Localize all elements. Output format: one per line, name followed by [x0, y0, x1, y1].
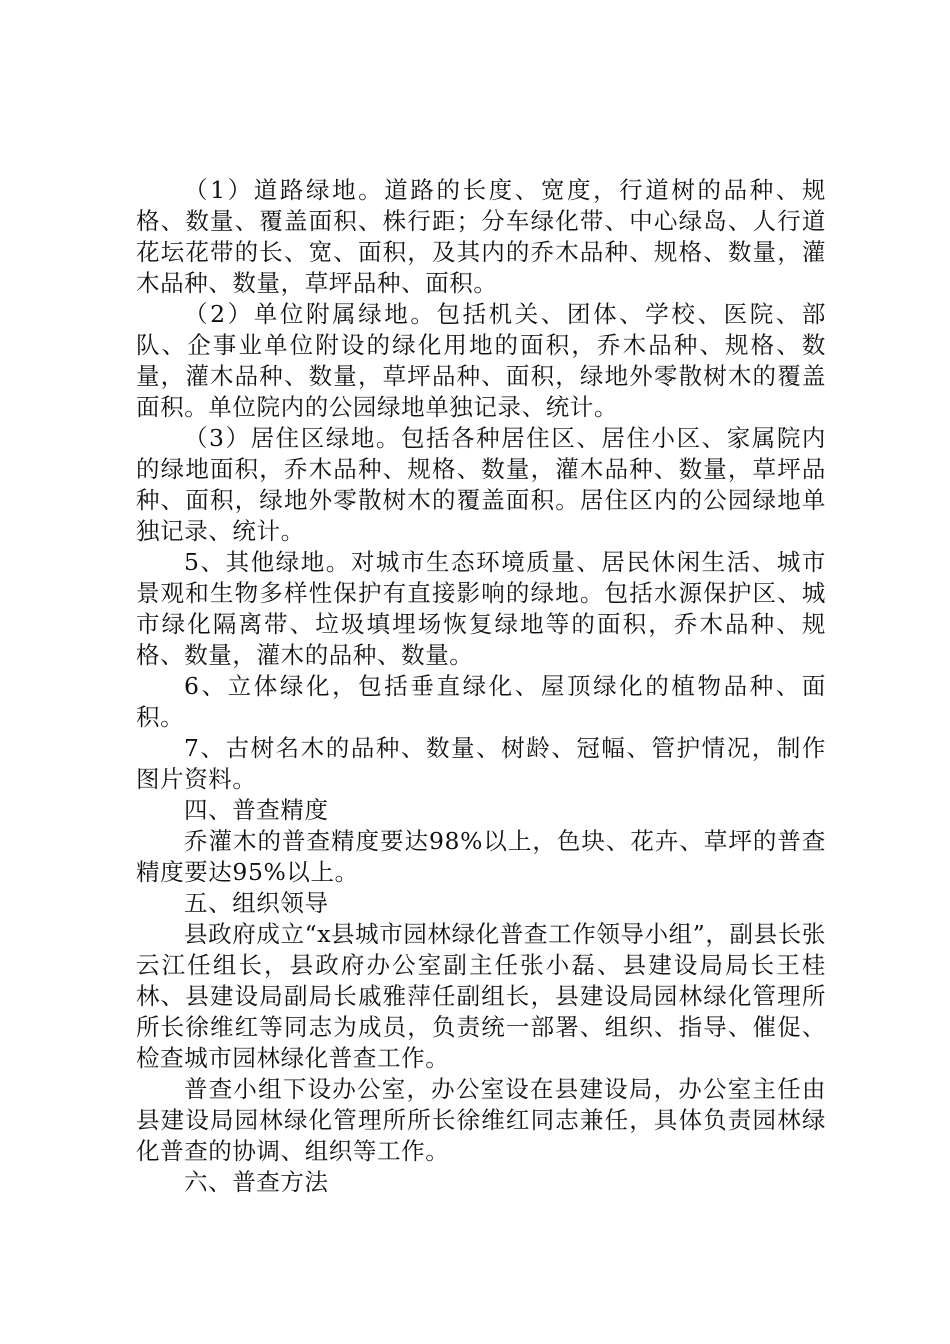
document-body: [136, 175, 826, 1198]
heading-survey-precision: 四、普查精度: [184, 796, 329, 824]
paragraph-residential-greenland: （3）居住区绿地。包括各种居住区、居住小区、家属院内的绿地面积，乔木品种、规格、数量，灌木品种、数量，草坪品种、面积，绿地外零散树木的覆盖面积。居住区内的公园绿地单独记录、统计。: [136, 424, 826, 545]
paragraph-vertical-greening: 6、立体绿化，包括垂直绿化、屋顶绿化的植物品种、面积。: [136, 672, 826, 731]
paragraph-survey-office: 普查小组下设办公室，办公室设在县建设局，办公室主任由县建设局园林绿化管理所所长徐维红同志兼任，具体负责园林绿化普查的协调、组织等工作。: [136, 1075, 826, 1165]
paragraph-leadership-group: 县政府成立“x县城市园林绿化普查工作领导小组”，副县长张云江任组长，县政府办公室副主任张小磊、县建设局局长王桂林、县建设局副局长戚雅萍任副组长，县建设局园林绿化管理所所长徐维红等同志为成员，负责统一部署、组织、指导、催促、检查城市园林绿化普查工作。: [136, 920, 826, 1072]
paragraph-road-greenland: （1）道路绿地。道路的长度、宽度，行道树的品种、规格、数量、覆盖面积、株行距；分车绿化带、中心绿岛、人行道花坛花带的长、宽、面积，及其内的乔木品种、规格、数量，灌木品种、数量，草坪品种、面积。: [136, 176, 826, 297]
heading-organization-leadership: 五、组织领导: [184, 889, 329, 917]
heading-survey-method: 六、普查方法: [184, 1168, 329, 1196]
paragraph-unit-greenland: （2）单位附属绿地。包括机关、团体、学校、医院、部队、企事业单位附设的绿化用地的面积，乔木品种、规格、数量，灌木品种、数量，草坪品种、面积，绿地外零散树木的覆盖面积。单位院内的公园绿地单独记录、统计。: [136, 300, 826, 421]
paragraph-other-greenland: 5、其他绿地。对城市生态环境质量、居民休闲生活、城市景观和生物多样性保护有直接影响的绿地。包括水源保护区、城市绿化隔离带、垃圾填埋场恢复绿地等的面积，乔木品种、规格、数量，灌木的品种、数量。: [136, 548, 826, 669]
paragraph-ancient-trees: 7、古树名木的品种、数量、树龄、冠幅、管护情况，制作图片资料。: [136, 734, 826, 793]
paragraph-precision-requirement: 乔灌木的普查精度要达98%以上，色块、花卉、草坪的普查精度要达95%以上。: [136, 827, 826, 886]
